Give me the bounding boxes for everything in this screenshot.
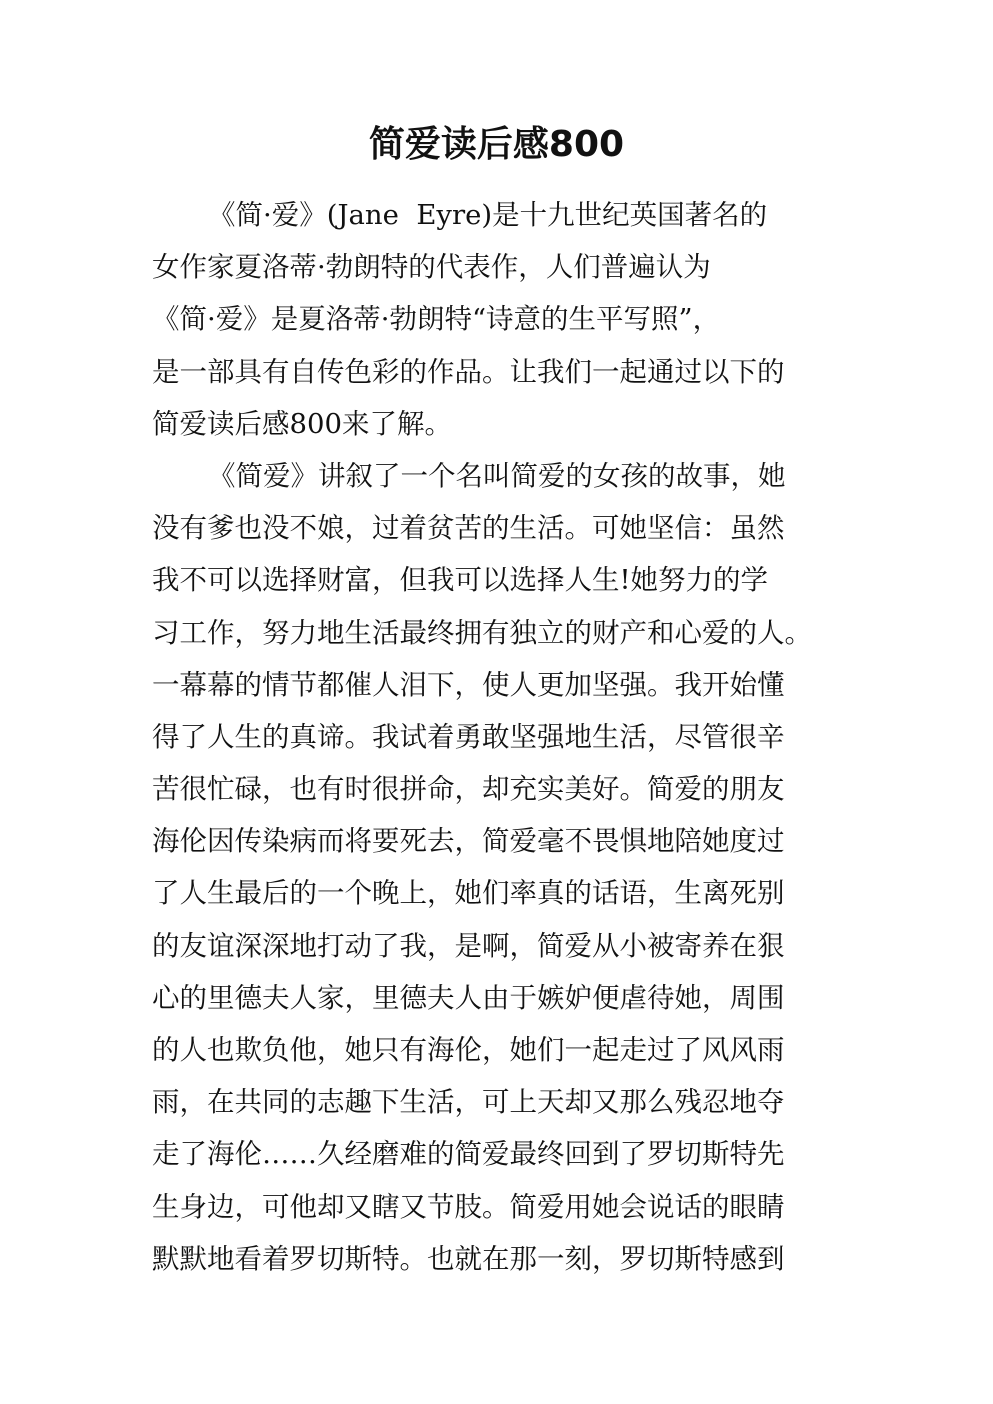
text-line: 《简·爱》(Jane Eyre)是十九世纪英国著名的 (208, 199, 768, 231)
text-line: 的友谊深深地打动了我，是啊，简爱从小被寄养在狠 (152, 929, 785, 962)
text-line: 生身边，可他却又瞎又节肢。简爱用她会说话的眼睛 (152, 1190, 785, 1223)
text-line: 心的里德夫人家，里德夫人由于嫉妒便虐待她，周围 (152, 981, 785, 1014)
text-line: 了人生最后的一个晚上，她们率真的话语，生离死别 (152, 877, 785, 910)
text-line: 女作家夏洛蒂·勃朗特的代表作，人们普遍认为 (152, 251, 711, 284)
text-line: 苦很忙碌，也有时很拼命，却充实美好。简爱的朋友 (152, 773, 785, 806)
text-line: 是一部具有自传色彩的作品。让我们一起通过以下的 (152, 355, 785, 388)
text-line: 没有爹也没不娘，过着贫苦的生活。可她坚信：虽然 (152, 512, 785, 545)
document-body (152, 189, 872, 1285)
text-line: 雨，在共同的志趣下生活，可上天却又那么残忍地夺 (152, 1086, 785, 1119)
text-line: 简爱读后感800来了解。 (152, 407, 452, 440)
paragraph-2 (152, 450, 872, 1285)
text-line: 海伦因传染病而将要死去，简爱毫不畏惧地陪她度过 (152, 825, 785, 858)
text-line: 习工作，努力地生活最终拥有独立的财产和心爱的人。 (152, 616, 812, 649)
text-line: 默默地看着罗切斯特。也就在那一刻，罗切斯特感到 (152, 1242, 785, 1275)
text-line: 《简·爱》是夏洛蒂·勃朗特“诗意的生平写照”， (152, 303, 721, 336)
text-line: 走了海伦……久经磨难的简爱最终回到了罗切斯特先 (152, 1138, 785, 1171)
text-line: 一幕幕的情节都催人泪下，使人更加坚强。我开始懂 (152, 668, 785, 701)
text-line: 《简爱》讲叙了一个名叫简爱的女孩的故事，她 (208, 459, 786, 492)
text-line: 我不可以选择财富，但我可以选择人生!她努力的学 (152, 564, 769, 597)
paragraph-1 (152, 189, 872, 450)
text-line: 得了人生的真谛。我试着勇敢坚强地生活，尽管很辛 (152, 720, 785, 753)
document-title: 简爱读后感800 (368, 124, 625, 165)
text-line: 的人也欺负他，她只有海伦，她们一起走过了风风雨 (152, 1034, 785, 1066)
